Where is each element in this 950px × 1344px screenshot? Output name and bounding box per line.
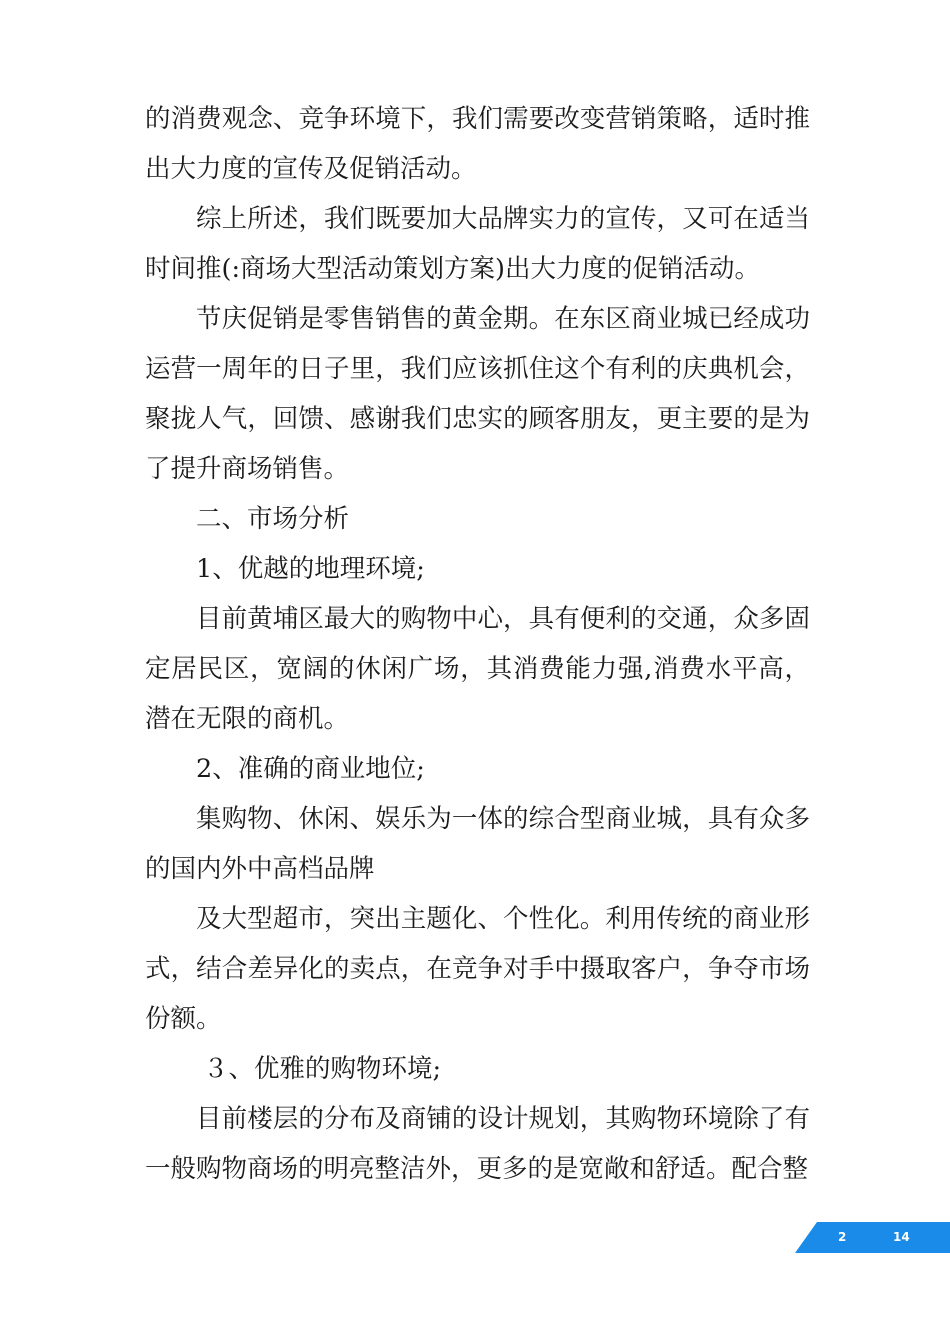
page-number-band <box>795 1222 950 1253</box>
current-page-number: 2 <box>838 1230 847 1244</box>
paragraph-shopping-environment: 目前楼层的分布及商铺的设计规划，其购物环境除了有一般购物商场的明亮整洁外，更多的是宽敞和舒适。配合整 <box>145 1104 810 1184</box>
paragraph-business-position: 集购物、休闲、娱乐为一体的综合型商业城，具有众多的国内外中高档品牌 <box>145 804 810 884</box>
paragraph-3: 节庆促销是零售销售的黄金期。在东区商业城已经成功运营一周年的日子里，我们应该抓住这个有利的庆典机会，聚拢人气，回馈、感谢我们忠实的顾客朋友，更主要的是为了提升商场销售。 <box>145 304 810 484</box>
paragraph-geography: 目前黄埔区最大的购物中心，具有便利的交通，众多固定居民区，宽阔的休闲广场，其消费能力强,消费水平高，潜在无限的商机。 <box>145 604 810 734</box>
document-body <box>145 94 810 1194</box>
subheading-geography: 1、优越的地理环境; <box>196 554 425 584</box>
paragraph-1: 的消费观念、竞争环境下，我们需要改变营销策略，适时推出大力度的宣传及促销活动。 <box>145 104 810 184</box>
paragraph-business-position-cont: 及大型超市，突出主题化、个性化。利用传统的商业形式，结合差异化的卖点，在竞争对手中摄取客户，争夺市场份额。 <box>145 904 810 1034</box>
paragraph-2: 综上所述，我们既要加大品牌实力的宣传，又可在适当时间推(:商场大型活动策划方案)出大力度的促销活动。 <box>145 204 810 284</box>
section-heading-market-analysis: 二、市场分析 <box>196 504 350 534</box>
subheading-business-position: 2、准确的商业地位; <box>196 754 425 784</box>
subheading-shopping-environment: ３、优雅的购物环境; <box>203 1054 442 1084</box>
total-pages-number: 14 <box>893 1230 910 1244</box>
